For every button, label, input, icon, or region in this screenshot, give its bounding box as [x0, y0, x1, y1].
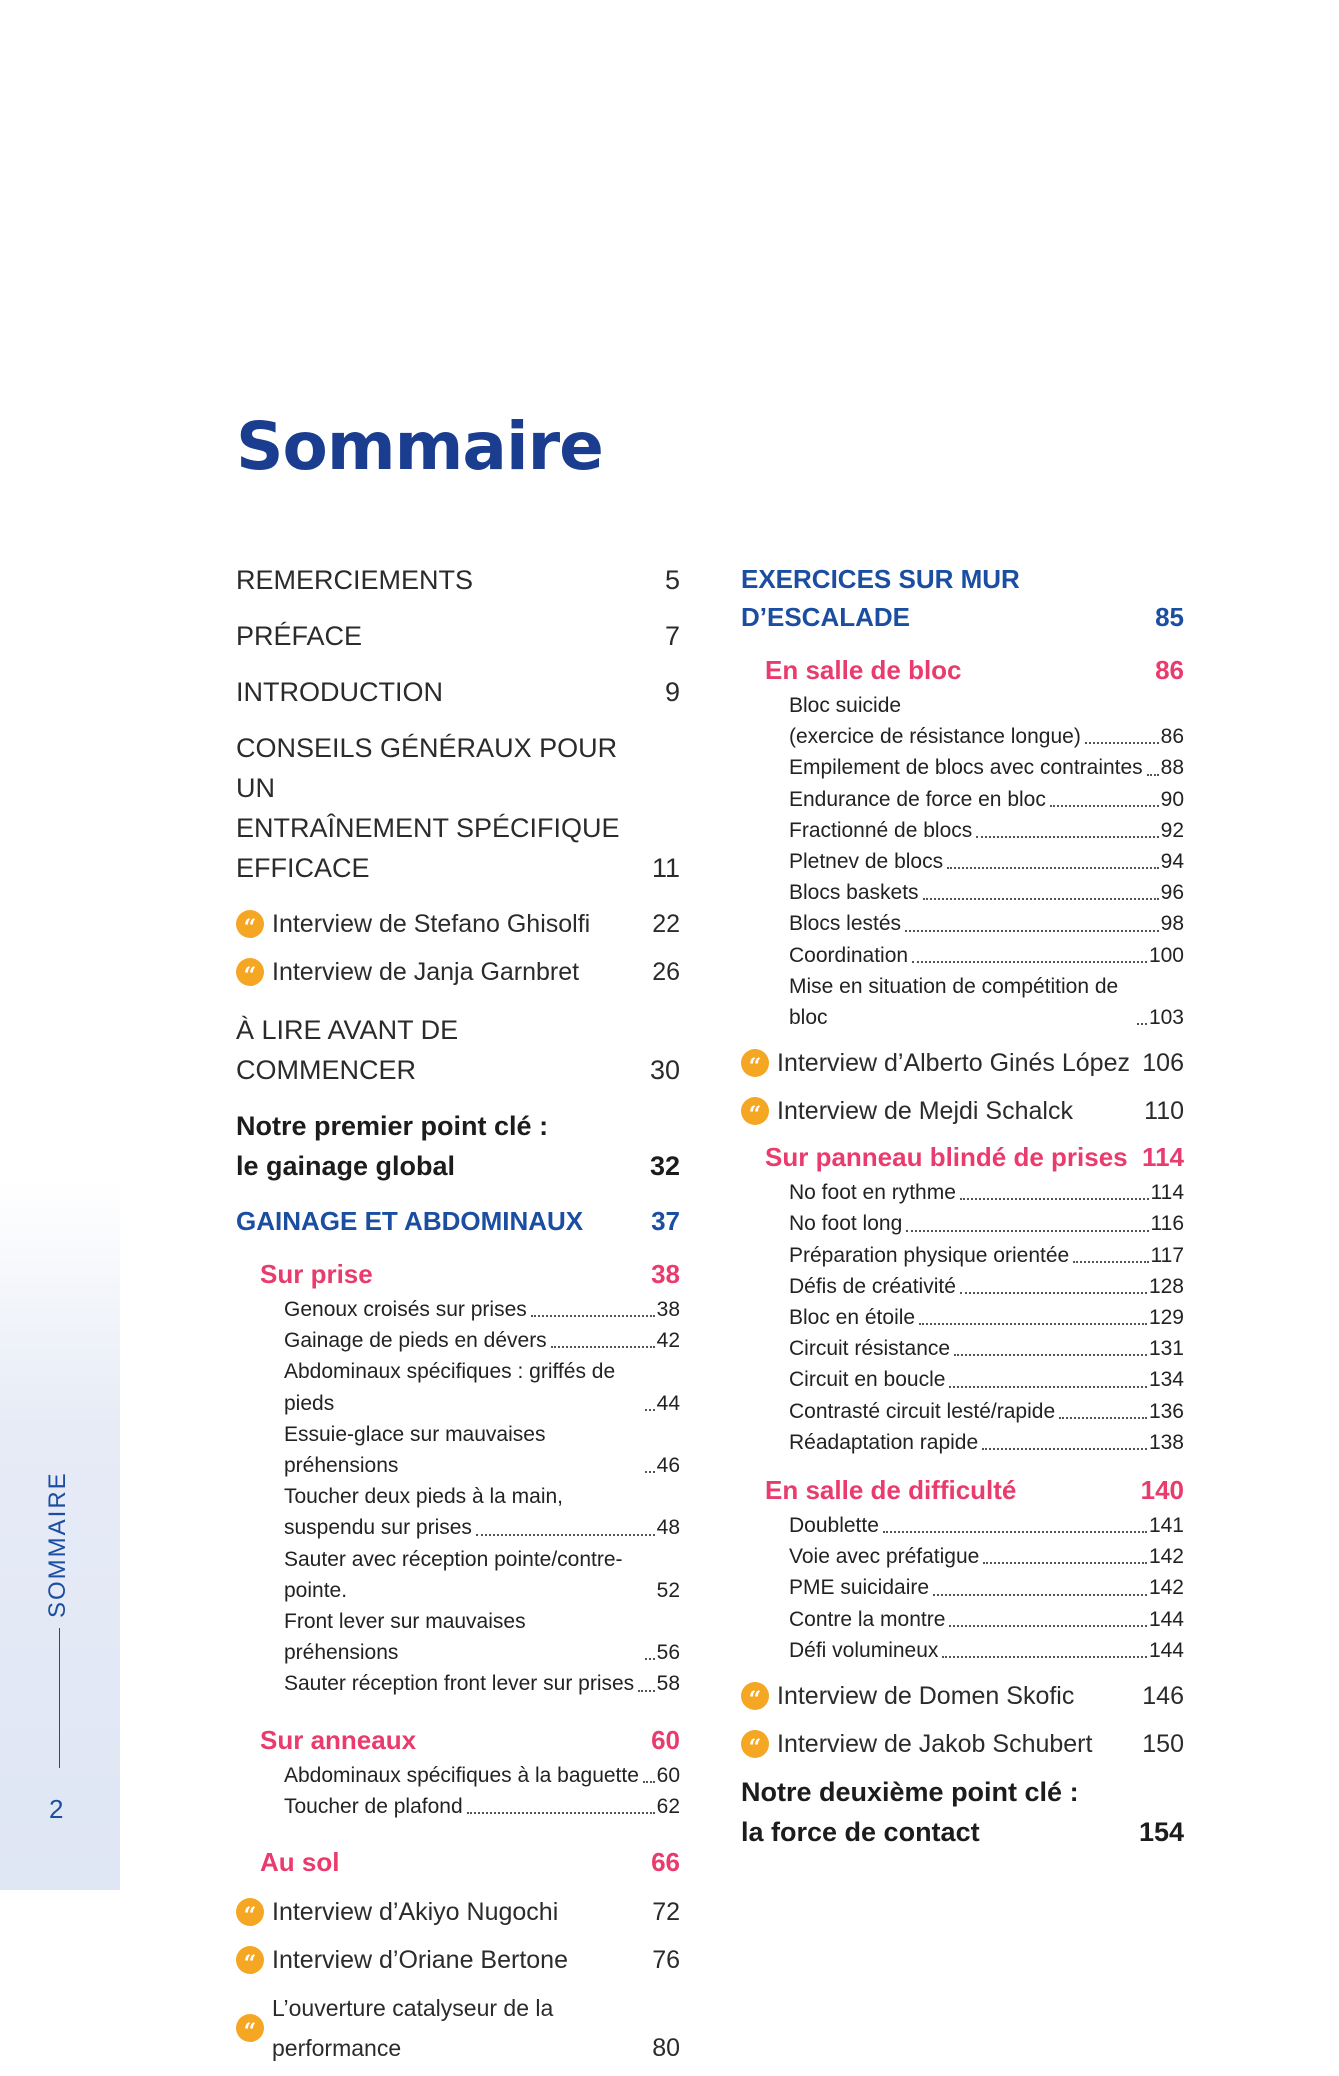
toc-page: 96	[1160, 881, 1184, 905]
toc-label: Abdominaux spécifiques : griffés de pieds	[284, 1360, 616, 1415]
toc-item-interview-schubert[interactable]	[741, 1724, 1184, 1764]
dot-leader	[643, 1781, 655, 1783]
toc-page: 76	[652, 1946, 680, 1975]
toc-label: Voie avec préfatigue	[789, 1545, 980, 1569]
toc-page: 110	[1144, 1097, 1184, 1126]
toc-label: PRÉFACE	[236, 621, 363, 651]
toc-page: 80	[652, 2034, 680, 2063]
toc-label: PME suicidaire	[789, 1576, 930, 1600]
toc-entry[interactable]	[789, 940, 1184, 971]
toc-label: Circuit résistance	[789, 1337, 951, 1361]
dot-leader	[947, 867, 1159, 869]
quote-bubble-icon: “	[236, 1946, 264, 1974]
toc-page: 66	[651, 1847, 680, 1878]
toc-page: 129	[1148, 1306, 1184, 1330]
toc-label: Interview de Domen Skofic	[777, 1682, 1075, 1711]
toc-label: Blocs lestés	[789, 912, 902, 936]
dot-leader	[476, 1534, 655, 1536]
toc-label: Coordination	[789, 943, 909, 967]
toc-label: No foot long	[789, 1212, 903, 1236]
dot-leader	[942, 1656, 1147, 1658]
toc-page: 98	[1160, 912, 1184, 936]
toc-entry[interactable]	[284, 1760, 680, 1791]
dot-leader	[1147, 774, 1159, 776]
toc-page: 72	[652, 1898, 680, 1927]
toc-page: 9	[664, 677, 680, 707]
toc-item-interview-ghisolfi[interactable]	[236, 904, 680, 944]
toc-label: EXERCICES SUR MUR D’ESCALADE	[741, 564, 1020, 632]
dot-leader	[1073, 1261, 1148, 1263]
toc-page: 5	[664, 565, 680, 595]
toc-label: Sur panneau blindé de prises	[765, 1142, 1128, 1173]
dot-leader	[1059, 1417, 1147, 1419]
toc-page: 90	[1160, 787, 1184, 811]
toc-label: L’ouverture catalyseur de la performance	[272, 1995, 554, 2062]
toc-entry[interactable]	[789, 846, 1184, 877]
dot-leader	[531, 1315, 655, 1317]
toc-page: 62	[656, 1794, 680, 1818]
toc-item-a-lire[interactable]	[236, 1010, 680, 1090]
quote-bubble-icon: “	[741, 1049, 769, 1077]
toc-entry[interactable]	[789, 908, 1184, 939]
toc-entry[interactable]	[789, 815, 1184, 846]
toc-item-key-point-2[interactable]	[741, 1772, 1184, 1852]
toc-entry[interactable]	[789, 1364, 1184, 1395]
toc-label: (exercice de résistance longue)	[789, 725, 1081, 749]
toc-page: 37	[651, 1206, 680, 1236]
toc-label: Défis de créativité	[789, 1274, 956, 1298]
toc-label	[741, 1772, 1139, 1852]
toc-label: Interview de Mejdi Schalck	[777, 1097, 1073, 1126]
toc-item-interview-garnbret[interactable]	[236, 952, 680, 992]
toc-label: No foot en rythme	[789, 1181, 956, 1205]
toc-page: 42	[656, 1329, 680, 1353]
toc-entry[interactable]	[284, 1606, 680, 1668]
dot-leader	[960, 1198, 1149, 1200]
toc-label-line: Notre deuxième point clé :	[741, 1777, 1079, 1808]
toc-label: Mise en situation de compétition de bloc	[789, 974, 1119, 1030]
sidebar-rule	[59, 1628, 60, 1768]
toc-page: 56	[656, 1641, 680, 1665]
toc-entry[interactable]	[284, 1294, 680, 1325]
toc-page: 140	[1140, 1475, 1184, 1506]
toc-page: 92	[1160, 818, 1184, 842]
toc-page: 106	[1142, 1049, 1184, 1078]
toc-subsection-panneau[interactable]	[765, 1139, 1184, 1175]
toc-entry[interactable]	[789, 1427, 1184, 1458]
toc-page: 146	[1142, 1682, 1184, 1711]
dot-leader	[1050, 805, 1159, 807]
dot-leader	[1085, 742, 1159, 744]
toc-page: 142	[1148, 1545, 1184, 1569]
toc-entry[interactable]	[789, 1177, 1184, 1208]
toc-entry[interactable]	[789, 1572, 1184, 1603]
toc-label: Pletnev de blocs	[789, 850, 944, 874]
toc-page: 114	[1142, 1142, 1184, 1173]
toc-item-interview-skofic[interactable]	[741, 1676, 1184, 1716]
toc-item-interview-bertone[interactable]	[236, 1940, 680, 1980]
page-title: Sommaire	[236, 408, 603, 485]
toc-item-introduction[interactable]	[236, 672, 680, 712]
toc-label-line: la force de contact	[741, 1817, 980, 1848]
quote-bubble-icon: “	[741, 1682, 769, 1710]
toc-entry-line: Toucher deux pieds à la main,	[284, 1485, 563, 1509]
toc-label: Doublette	[789, 1514, 879, 1538]
toc-page: 85	[1155, 602, 1184, 632]
toc-label: Blocs baskets	[789, 881, 919, 905]
toc-section-exercices[interactable]	[741, 560, 1184, 636]
toc-page: 88	[1160, 756, 1184, 780]
toc-entry[interactable]	[789, 1541, 1184, 1572]
toc-label: À LIRE AVANT DE COMMENCER	[236, 1015, 459, 1085]
toc-page: 44	[656, 1391, 680, 1415]
toc-entry[interactable]	[789, 1240, 1184, 1271]
toc-page: 154	[1138, 1817, 1184, 1848]
dot-leader	[883, 1531, 1147, 1533]
toc-entry[interactable]	[789, 971, 1184, 1033]
toc-page: 60	[651, 1724, 680, 1755]
toc-label: Sauter réception front lever sur prises	[284, 1672, 635, 1696]
dot-leader	[960, 1292, 1147, 1294]
toc-label: Sur prise	[260, 1259, 373, 1289]
toc-label: Sur anneaux	[260, 1724, 417, 1755]
toc-label: REMERCIEMENTS	[236, 565, 474, 595]
toc-label: Endurance de force en bloc	[789, 787, 1046, 811]
toc-label: Bloc en étoile	[789, 1306, 916, 1330]
toc-page: 117	[1150, 1243, 1184, 1267]
toc-label: Interview d’Alberto Ginés López	[777, 1049, 1130, 1078]
toc-entry[interactable]	[789, 721, 1184, 752]
toc-label: Fractionné de blocs	[789, 818, 973, 842]
toc-label: Contrasté circuit lesté/rapide	[789, 1399, 1056, 1423]
toc-page: 38	[656, 1298, 680, 1321]
quote-bubble-icon: “	[741, 1730, 769, 1758]
dot-leader	[983, 1562, 1147, 1564]
dot-leader	[982, 1448, 1147, 1450]
dot-leader	[912, 961, 1147, 963]
toc-item-interview-schalck[interactable]	[741, 1091, 1184, 1131]
toc-page: 86	[1155, 655, 1184, 685]
toc-page: 94	[1160, 850, 1184, 874]
toc-label: En salle de bloc	[765, 655, 962, 685]
toc-item-interview-gines[interactable]	[741, 1043, 1184, 1083]
toc-entry[interactable]	[789, 1396, 1184, 1427]
dot-leader	[906, 1230, 1148, 1232]
toc-page: 86	[1160, 725, 1184, 749]
toc-page: 26	[652, 958, 680, 986]
toc-page: 144	[1148, 1607, 1184, 1631]
quote-bubble-icon: “	[236, 958, 264, 986]
toc-item-remerciements[interactable]	[236, 560, 680, 600]
toc-label: Gainage de pieds en dévers	[284, 1329, 547, 1353]
toc-label: Interview d’Akiyo Nugochi	[272, 1898, 559, 1927]
toc-entry[interactable]	[789, 1271, 1184, 1302]
toc-label: Interview de Janja Garnbret	[272, 958, 580, 986]
toc-subsection-salle-difficulte[interactable]	[765, 1472, 1184, 1508]
toc-page: 11	[651, 853, 680, 883]
toc-label: Genoux croisés sur prises	[284, 1298, 527, 1321]
dot-leader	[905, 930, 1159, 932]
toc-label: Empilement de blocs avec contraintes	[789, 756, 1143, 780]
toc-label: Toucher de plafond	[284, 1794, 463, 1818]
toc-entry[interactable]	[789, 877, 1184, 908]
dot-leader	[923, 898, 1159, 900]
toc-label: Préparation physique orientée	[789, 1243, 1070, 1267]
toc-entry[interactable]	[789, 1333, 1184, 1364]
toc-entry[interactable]	[789, 752, 1184, 783]
toc-label: Contre la montre	[789, 1607, 946, 1631]
toc-page: 30	[649, 1055, 680, 1085]
toc-page: 7	[664, 621, 680, 651]
toc-page: 46	[656, 1454, 680, 1478]
toc-entry[interactable]	[789, 1510, 1184, 1541]
toc-label: Essuie-glace sur mauvaises préhensions	[284, 1422, 546, 1478]
toc-label	[236, 1106, 640, 1186]
toc-label: GAINAGE ET ABDOMINAUX	[236, 1206, 584, 1236]
toc-subsection-salle-bloc[interactable]	[765, 652, 1184, 688]
toc-section-gainage[interactable]	[236, 1202, 680, 1240]
toc-entry[interactable]	[284, 1544, 680, 1606]
toc-label: En salle de difficulté	[765, 1475, 1017, 1506]
toc-label-line: CONSEILS GÉNÉRAUX POUR UN	[236, 733, 618, 803]
toc-label: Défi volumineux	[789, 1638, 939, 1662]
toc-entry[interactable]	[789, 1302, 1184, 1333]
toc-entry[interactable]	[789, 1635, 1184, 1666]
toc-page: 58	[656, 1672, 680, 1696]
dot-leader	[976, 836, 1158, 838]
quote-bubble-icon: “	[236, 910, 264, 938]
toc-page: 114	[1150, 1181, 1184, 1205]
toc-page: 48	[656, 1516, 680, 1540]
toc-item-conseils[interactable]	[236, 728, 680, 888]
toc-label: Au sol	[260, 1847, 340, 1878]
dot-leader	[551, 1346, 655, 1348]
dot-leader	[645, 1409, 655, 1411]
toc-entry[interactable]	[789, 1208, 1184, 1239]
toc-entry[interactable]	[284, 1791, 680, 1822]
toc-entry[interactable]	[789, 784, 1184, 815]
dot-leader	[919, 1323, 1147, 1325]
dot-leader	[467, 1812, 655, 1814]
toc-page: 136	[1148, 1399, 1184, 1423]
toc-page: 60	[656, 1763, 680, 1787]
toc-entry[interactable]	[284, 1512, 680, 1543]
dot-leader	[645, 1471, 655, 1473]
toc-entry[interactable]	[284, 1325, 680, 1356]
page-number: 2	[49, 1794, 64, 1824]
dot-leader	[954, 1354, 1147, 1356]
toc-label-line: Notre premier point clé :	[236, 1111, 549, 1141]
dot-leader	[645, 1658, 655, 1660]
toc-right-column	[741, 560, 1184, 1868]
toc-entry-line: Bloc suicide	[789, 694, 902, 717]
toc-entry[interactable]	[789, 1604, 1184, 1635]
toc-label: suspendu sur prises	[284, 1516, 472, 1540]
dot-leader	[933, 1594, 1147, 1596]
toc-label: Interview de Jakob Schubert	[777, 1730, 1093, 1759]
toc-subsection-au-sol[interactable]	[260, 1844, 680, 1880]
toc-label: Circuit en boucle	[789, 1368, 946, 1392]
toc-label: Sauter avec réception pointe/contre-pointe.	[284, 1547, 623, 1602]
toc-page: 103	[1148, 1006, 1184, 1030]
toc-item-preface[interactable]	[236, 616, 680, 656]
toc-label: Interview d’Oriane Bertone	[272, 1946, 568, 1975]
toc-label-line: le gainage global	[236, 1151, 456, 1181]
toc-page: 141	[1148, 1514, 1184, 1538]
toc-page: 38	[651, 1259, 680, 1289]
toc-page: 100	[1148, 943, 1184, 967]
dot-leader	[949, 1625, 1147, 1627]
section-label: SOMMAIRE	[44, 1471, 71, 1618]
toc-page: 116	[1150, 1212, 1184, 1236]
toc-label: Front lever sur mauvaises préhensions	[284, 1610, 526, 1665]
toc-subsection-sur-anneaux[interactable]	[260, 1722, 680, 1758]
toc-label: Réadaptation rapide	[789, 1430, 979, 1454]
toc-page: 128	[1148, 1274, 1184, 1298]
toc-label: Interview de Stefano Ghisolfi	[272, 910, 591, 938]
toc-label-line: ENTRAÎNEMENT SPÉCIFIQUE EFFICACE	[236, 813, 620, 883]
toc-page: 32	[649, 1151, 680, 1181]
toc-page: 22	[652, 910, 680, 938]
toc-page: 142	[1148, 1576, 1184, 1600]
quote-bubble-icon: “	[741, 1097, 769, 1125]
toc-page: 134	[1148, 1368, 1184, 1392]
dot-leader	[638, 1690, 654, 1692]
toc-left-column	[236, 560, 680, 2076]
toc-label: Abdominaux spécifiques à la baguette	[284, 1763, 639, 1787]
quote-bubble-icon: “	[236, 1898, 264, 1926]
toc-page: 150	[1142, 1730, 1184, 1759]
toc-page: 52	[656, 1578, 680, 1602]
toc-item-key-point-1[interactable]	[236, 1106, 680, 1186]
toc-label: INTRODUCTION	[236, 677, 443, 707]
toc-subsection-sur-prise[interactable]	[260, 1256, 680, 1292]
toc-label	[236, 728, 640, 888]
toc-page: 131	[1148, 1337, 1184, 1361]
toc-entry[interactable]	[284, 1668, 680, 1699]
toc-item-interview-nugochi[interactable]	[236, 1892, 680, 1932]
dot-leader	[949, 1386, 1147, 1388]
toc-item-ouverture[interactable]	[236, 1988, 680, 2068]
dot-leader	[1137, 1023, 1147, 1025]
toc-page: 144	[1148, 1638, 1184, 1662]
toc-entry[interactable]	[284, 1356, 680, 1418]
toc-page: 138	[1148, 1430, 1184, 1454]
quote-bubble-icon: “	[236, 2014, 264, 2042]
toc-entry[interactable]	[284, 1419, 680, 1481]
